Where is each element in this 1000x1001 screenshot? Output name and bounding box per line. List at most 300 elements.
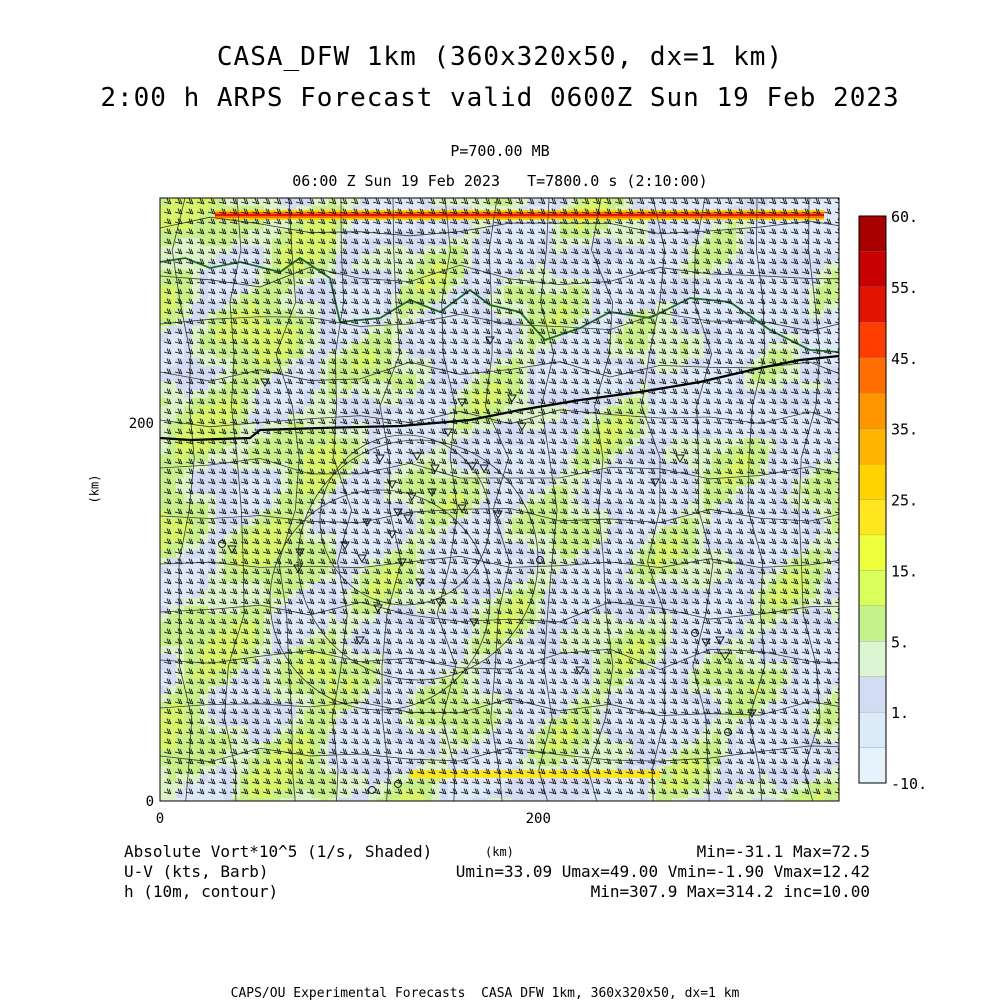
vorticity-cell: [448, 590, 457, 599]
vorticity-cell: [624, 470, 633, 479]
vorticity-cell: [272, 374, 281, 383]
vorticity-cell: [368, 406, 377, 415]
vorticity-cell: [280, 582, 289, 591]
vorticity-cell: [624, 574, 633, 583]
vorticity-cell: [264, 270, 273, 279]
vorticity-cell: [720, 430, 729, 439]
vorticity-cell: [456, 286, 465, 295]
vorticity-cell: [264, 254, 273, 263]
vorticity-cell: [192, 270, 201, 279]
vorticity-cell: [456, 342, 465, 351]
vorticity-cell: [624, 510, 633, 519]
vorticity-cell: [368, 254, 377, 263]
vorticity-cell: [448, 534, 457, 543]
vorticity-cell: [776, 454, 785, 463]
vorticity-cell: [720, 550, 729, 559]
vorticity-cell: [456, 630, 465, 639]
vorticity-cell: [192, 662, 201, 671]
vorticity-cell: [632, 230, 641, 239]
vorticity-cell: [536, 494, 545, 503]
vorticity-cell: [160, 590, 169, 599]
vorticity-cell: [184, 614, 193, 623]
vorticity-cell: [424, 574, 433, 583]
vorticity-cell: [280, 222, 289, 231]
vorticity-cell: [520, 574, 529, 583]
vorticity-cell: [520, 414, 529, 423]
vorticity-cell: [256, 590, 265, 599]
vorticity-cell: [176, 350, 185, 359]
vorticity-cell: [800, 470, 809, 479]
vorticity-cell: [544, 246, 553, 255]
vorticity-cell: [608, 494, 617, 503]
vorticity-cell: [168, 334, 177, 343]
vorticity-cell: [168, 494, 177, 503]
vorticity-cell: [624, 254, 633, 263]
vorticity-cell: [544, 526, 553, 535]
vorticity-cell: [160, 654, 169, 663]
vorticity-cell: [168, 574, 177, 583]
vorticity-cell: [368, 534, 377, 543]
vorticity-cell: [696, 550, 705, 559]
vorticity-cell: [192, 406, 201, 415]
vorticity-cell: [616, 470, 625, 479]
vorticity-cell: [720, 622, 729, 631]
vorticity-cell: [368, 334, 377, 343]
vorticity-cell: [368, 326, 377, 335]
vorticity-cell: [456, 534, 465, 543]
vorticity-cell: [792, 550, 801, 559]
vorticity-cell: [168, 510, 177, 519]
vorticity-cell: [704, 654, 713, 663]
vorticity-cell: [536, 510, 545, 519]
vorticity-cell: [808, 526, 817, 535]
vorticity-cell: [192, 286, 201, 295]
vorticity-cell: [264, 414, 273, 423]
vorticity-cell: [808, 334, 817, 343]
vorticity-cell: [720, 574, 729, 583]
vorticity-cell: [168, 430, 177, 439]
vorticity-cell: [512, 630, 521, 639]
vorticity-cell: [632, 446, 641, 455]
vorticity-cell: [272, 430, 281, 439]
vorticity-cell: [160, 334, 169, 343]
vorticity-cell: [792, 534, 801, 543]
vorticity-cell: [248, 654, 257, 663]
vorticity-cell: [528, 550, 537, 559]
vorticity-cell: [264, 374, 273, 383]
vorticity-cell: [360, 350, 369, 359]
vorticity-cell: [512, 510, 521, 519]
vorticity-cell: [184, 574, 193, 583]
vorticity-cell: [608, 430, 617, 439]
vorticity-cell: [368, 462, 377, 471]
vorticity-cell: [192, 414, 201, 423]
vorticity-cell: [256, 334, 265, 343]
vorticity-cell: [192, 502, 201, 511]
vorticity-cell: [280, 502, 289, 511]
vorticity-cell: [360, 494, 369, 503]
valid-time: 06:00 Z Sun 19 Feb 2023 T=7800.0 s (2:10:00): [292, 172, 708, 190]
vorticity-cell: [536, 294, 545, 303]
vorticity-cell: [256, 614, 265, 623]
vorticity-cell: [360, 510, 369, 519]
vorticity-cell: [688, 590, 697, 599]
vorticity-cell: [808, 550, 817, 559]
vorticity-cell: [544, 582, 553, 591]
vorticity-cell: [352, 414, 361, 423]
vorticity-cell: [712, 654, 721, 663]
vorticity-cell: [800, 254, 809, 263]
vorticity-cell: [160, 270, 169, 279]
vorticity-cell: [352, 310, 361, 319]
vorticity-cell: [632, 646, 641, 655]
vorticity-cell: [248, 614, 257, 623]
vorticity-cell: [792, 310, 801, 319]
vorticity-cell: [720, 342, 729, 351]
vorticity-cell: [632, 462, 641, 471]
vorticity-cell: [712, 574, 721, 583]
vorticity-cell: [512, 254, 521, 263]
vorticity-cell: [368, 526, 377, 535]
vorticity-cell: [456, 606, 465, 615]
vorticity-cell: [192, 302, 201, 311]
vorticity-cell: [808, 542, 817, 551]
vorticity-cell: [160, 614, 169, 623]
vorticity-cell: [352, 294, 361, 303]
vorticity-cell: [800, 574, 809, 583]
vorticity-cell: [688, 454, 697, 463]
vorticity-cell: [256, 534, 265, 543]
vorticity-cell: [800, 654, 809, 663]
vorticity-cell: [544, 454, 553, 463]
vorticity-cell: [192, 350, 201, 359]
vorticity-cell: [272, 470, 281, 479]
vorticity-cell: [456, 582, 465, 591]
vorticity-cell: [808, 614, 817, 623]
vorticity-cell: [432, 294, 441, 303]
vorticity-cell: [160, 550, 169, 559]
vorticity-cell: [704, 630, 713, 639]
vorticity-cell: [808, 494, 817, 503]
vorticity-cell: [336, 254, 345, 263]
vorticity-cell: [432, 430, 441, 439]
vorticity-cell: [176, 230, 185, 239]
vorticity-cell: [528, 614, 537, 623]
vorticity-cell: [176, 630, 185, 639]
vorticity-cell: [280, 342, 289, 351]
vorticity-cell: [360, 414, 369, 423]
vorticity-cell: [536, 630, 545, 639]
vorticity-cell: [456, 390, 465, 399]
vorticity-cell: [616, 494, 625, 503]
vorticity-cell: [696, 494, 705, 503]
vorticity-cell: [512, 390, 521, 399]
vorticity-cell: [440, 254, 449, 263]
vorticity-cell: [432, 574, 441, 583]
vorticity-cell: [688, 374, 697, 383]
vorticity-cell: [632, 534, 641, 543]
vorticity-cell: [368, 550, 377, 559]
vorticity-cell: [632, 630, 641, 639]
vorticity-cell: [184, 230, 193, 239]
vorticity-cell: [360, 294, 369, 303]
vorticity-cell: [776, 350, 785, 359]
vorticity-cell: [160, 510, 169, 519]
vorticity-cell: [608, 550, 617, 559]
vorticity-cell: [456, 374, 465, 383]
vorticity-cell: [352, 574, 361, 583]
vorticity-cell: [192, 334, 201, 343]
vorticity-cell: [696, 534, 705, 543]
vorticity-cell: [248, 550, 257, 559]
vorticity-cell: [520, 590, 529, 599]
vorticity-cell: [440, 654, 449, 663]
vorticity-cell: [512, 334, 521, 343]
vorticity-cell: [272, 590, 281, 599]
vorticity-cell: [176, 390, 185, 399]
vorticity-cell: [272, 294, 281, 303]
vorticity-cell: [248, 574, 257, 583]
vorticity-cell: [192, 382, 201, 391]
vorticity-cell: [424, 310, 433, 319]
vorticity-cell: [352, 350, 361, 359]
vorticity-cell: [432, 454, 441, 463]
vorticity-cell: [600, 590, 609, 599]
vorticity-cell: [792, 454, 801, 463]
vorticity-cell: [808, 454, 817, 463]
vorticity-cell: [808, 502, 817, 511]
vorticity-cell: [368, 222, 377, 231]
vorticity-cell: [256, 494, 265, 503]
vorticity-cell: [432, 510, 441, 519]
vorticity-cell: [368, 566, 377, 575]
pressure-level: P=700.00 MB: [450, 142, 550, 160]
chart-title: CASA_DFW 1km (360x320x50, dx=1 km): [216, 42, 784, 72]
vorticity-cell: [360, 470, 369, 479]
vorticity-cell: [632, 302, 641, 311]
vorticity-cell: [432, 630, 441, 639]
vorticity-cell: [808, 566, 817, 575]
vorticity-cell: [248, 534, 257, 543]
vorticity-cell: [424, 534, 433, 543]
vorticity-cell: [176, 574, 185, 583]
vorticity-cell: [616, 334, 625, 343]
vorticity-cell: [344, 454, 353, 463]
vorticity-cell: [720, 422, 729, 431]
vorticity-cell: [184, 310, 193, 319]
vorticity-cell: [456, 366, 465, 375]
vorticity-cell: [432, 494, 441, 503]
vorticity-cell: [544, 414, 553, 423]
vorticity-cell: [432, 350, 441, 359]
vorticity-cell: [632, 662, 641, 671]
vorticity-cell: [264, 534, 273, 543]
vorticity-cell: [528, 494, 537, 503]
vorticity-cell: [368, 230, 377, 239]
vorticity-cell: [784, 534, 793, 543]
vorticity-cell: [520, 254, 529, 263]
vorticity-cell: [792, 470, 801, 479]
vorticity-cell: [424, 630, 433, 639]
vorticity-cell: [808, 350, 817, 359]
vorticity-cell: [688, 494, 697, 503]
vorticity-cell: [536, 454, 545, 463]
vorticity-cell: [360, 230, 369, 239]
vorticity-cell: [248, 630, 257, 639]
vorticity-cell: [192, 630, 201, 639]
vorticity-cell: [520, 230, 529, 239]
vorticity-cell: [800, 494, 809, 503]
vorticity-cell: [624, 534, 633, 543]
vorticity-cell: [784, 654, 793, 663]
vorticity-cell: [616, 350, 625, 359]
vorticity-cell: [544, 542, 553, 551]
vorticity-cell: [256, 270, 265, 279]
vorticity-cell: [520, 470, 529, 479]
vorticity-cell: [544, 622, 553, 631]
vorticity-cell: [720, 582, 729, 591]
vorticity-cell: [536, 590, 545, 599]
vorticity-cell: [160, 294, 169, 303]
vorticity-cell: [632, 382, 641, 391]
vorticity-cell: [712, 254, 721, 263]
vorticity-cell: [800, 414, 809, 423]
vorticity-cell: [800, 374, 809, 383]
vorticity-cell: [528, 470, 537, 479]
vorticity-cell: [696, 334, 705, 343]
vorticity-cell: [248, 510, 257, 519]
vorticity-cell: [600, 230, 609, 239]
vorticity-cell: [808, 470, 817, 479]
vorticity-cell: [176, 334, 185, 343]
vorticity-cell: [192, 510, 201, 519]
vorticity-cell: [632, 614, 641, 623]
vorticity-cell: [448, 270, 457, 279]
vorticity-cell: [160, 494, 169, 503]
vorticity-cell: [256, 654, 265, 663]
vorticity-cell: [720, 334, 729, 343]
vorticity-cell: [616, 294, 625, 303]
vorticity-cell: [424, 590, 433, 599]
vorticity-cell: [616, 534, 625, 543]
vorticity-cell: [184, 550, 193, 559]
vorticity-cell: [256, 550, 265, 559]
vorticity-cell: [808, 446, 817, 455]
vorticity-cell: [184, 350, 193, 359]
vorticity-cell: [456, 462, 465, 471]
vorticity-cell: [528, 454, 537, 463]
vorticity-cell: [248, 334, 257, 343]
vorticity-cell: [432, 550, 441, 559]
vorticity-cell: [440, 534, 449, 543]
vorticity-cell: [544, 270, 553, 279]
vorticity-cell: [712, 494, 721, 503]
vorticity-cell: [272, 614, 281, 623]
vorticity-cell: [272, 390, 281, 399]
vorticity-cell: [368, 262, 377, 271]
vorticity-cell: [432, 230, 441, 239]
vorticity-cell: [336, 350, 345, 359]
vorticity-cell: [368, 414, 377, 423]
vorticity-cell: [808, 430, 817, 439]
vorticity-cell: [368, 454, 377, 463]
vorticity-cell: [632, 254, 641, 263]
vorticity-cell: [712, 454, 721, 463]
vorticity-cell: [160, 534, 169, 543]
vorticity-cell: [424, 294, 433, 303]
vorticity-cell: [792, 630, 801, 639]
vorticity-cell: [696, 270, 705, 279]
vorticity-cell: [456, 590, 465, 599]
vorticity-cell: [704, 510, 713, 519]
vorticity-cell: [456, 406, 465, 415]
vorticity-cell: [512, 550, 521, 559]
vorticity-cell: [280, 470, 289, 479]
vorticity-cell: [440, 334, 449, 343]
vorticity-cell: [520, 630, 529, 639]
vorticity-cell: [248, 590, 257, 599]
vorticity-cell: [160, 574, 169, 583]
vorticity-cell: [352, 614, 361, 623]
vorticity-cell: [608, 454, 617, 463]
vorticity-cell: [808, 606, 817, 615]
vorticity-cell: [704, 310, 713, 319]
vorticity-cell: [712, 590, 721, 599]
vorticity-cell: [704, 470, 713, 479]
vorticity-cell: [448, 454, 457, 463]
vorticity-cell: [168, 614, 177, 623]
vorticity-cell: [688, 310, 697, 319]
vorticity-cell: [192, 574, 201, 583]
vorticity-cell: [632, 526, 641, 535]
vorticity-cell: [632, 510, 641, 519]
vorticity-cell: [432, 254, 441, 263]
vorticity-cell: [280, 254, 289, 263]
vorticity-cell: [528, 310, 537, 319]
vorticity-cell: [608, 574, 617, 583]
vorticity-cell: [784, 590, 793, 599]
vorticity-cell: [264, 630, 273, 639]
vorticity-cell: [184, 374, 193, 383]
vorticity-cell: [512, 590, 521, 599]
vorticity-cell: [184, 430, 193, 439]
vorticity-cell: [720, 286, 729, 295]
vorticity-cell: [176, 414, 185, 423]
vorticity-cell: [264, 294, 273, 303]
vorticity-cell: [192, 534, 201, 543]
vorticity-cell: [784, 294, 793, 303]
vorticity-cell: [776, 510, 785, 519]
vorticity-cell: [336, 414, 345, 423]
vorticity-cell: [624, 374, 633, 383]
vorticity-cell: [168, 350, 177, 359]
vorticity-cell: [720, 302, 729, 311]
vorticity-cell: [344, 534, 353, 543]
vorticity-cell: [784, 574, 793, 583]
vorticity-cell: [168, 534, 177, 543]
vorticity-cell: [688, 230, 697, 239]
vorticity-cell: [272, 230, 281, 239]
vorticity-cell: [192, 486, 201, 495]
vorticity-cell: [712, 390, 721, 399]
vorticity-cell: [704, 414, 713, 423]
vorticity-cell: [712, 470, 721, 479]
vorticity-cell: [792, 614, 801, 623]
vorticity-cell: [800, 230, 809, 239]
vorticity-cell: [344, 374, 353, 383]
vorticity-cell: [360, 310, 369, 319]
vorticity-cell: [520, 654, 529, 663]
